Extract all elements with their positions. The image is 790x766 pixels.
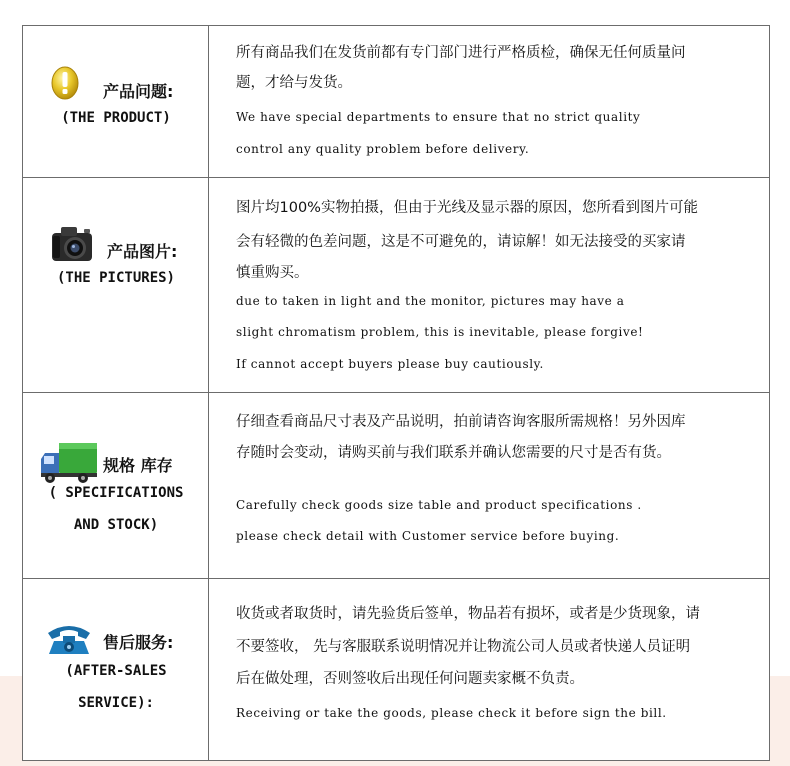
- description-en-line: If cannot accept buyers please buy cautiously.: [236, 357, 544, 371]
- description-cn-line: 后在做处理，否则签收后出现任何问题卖家概不负责。: [236, 671, 584, 687]
- description-cn-line: 图片均100%实物拍摄，但由于光线及显示器的原因，您所看到图片可能: [236, 200, 698, 216]
- row-description: [210, 579, 769, 760]
- row-title-en: ( SPECIFICATIONS: [48, 485, 184, 501]
- row-title-en: (AFTER-SALES: [65, 663, 167, 679]
- description-cn-line: 会有轻微的色差问题，这是不可避免的，请谅解！如无法接受的买家请: [236, 234, 686, 250]
- row-title-en: (THE PRODUCT): [61, 110, 171, 126]
- row-product: [23, 26, 769, 177]
- row-header: [23, 393, 209, 578]
- description-cn-line: 不要签收， 先与客服联系说明情况并让物流公司人员或者快递人员证明: [236, 639, 691, 655]
- description-en-line: slight chromatism problem, this is inevitable, please forgive!: [236, 325, 644, 339]
- row-title-cn: 产品问题:: [103, 82, 174, 101]
- row-pictures: [23, 177, 769, 392]
- description-cn-line: 所有商品我们在发货前都有专门部门进行严格质检，确保无任何质量问: [236, 45, 686, 61]
- row-title-cn: 产品图片:: [107, 242, 178, 261]
- row-title-en: SERVICE):: [78, 695, 154, 711]
- row-title-cn: 规格 库存: [103, 456, 173, 475]
- description-cn-line: 慎重购买。: [236, 265, 309, 281]
- policy-table: [22, 25, 770, 761]
- description-cn-line: 仔细查看商品尺寸表及产品说明，拍前请咨询客服所需规格！另外因库: [236, 414, 686, 430]
- camera-icon: [49, 224, 95, 264]
- description-cn-line: 存随时会变动，请购买前与我们联系并确认您需要的尺寸是否有货。: [236, 445, 671, 461]
- row-description: [210, 178, 769, 392]
- row-specifications: [23, 392, 769, 578]
- description-cn-line: 收货或者取货时，请先验货后签单，物品若有损坏，或者是少货现象，请: [236, 606, 700, 622]
- row-description: [210, 26, 769, 177]
- description-en-line: We have special departments to ensure that no strict quality: [236, 110, 641, 124]
- description-en-line: Carefully check goods size table and product specifications .: [236, 498, 642, 512]
- row-description: [210, 393, 769, 578]
- row-title-en: (THE PICTURES): [56, 270, 175, 286]
- row-header: [23, 26, 209, 177]
- row-header: [23, 178, 209, 392]
- description-cn-line: 题，才给与发货。: [236, 75, 352, 91]
- row-header: [23, 579, 209, 760]
- row-title-cn: 售后服务:: [103, 633, 174, 652]
- row-title-en: AND STOCK): [73, 517, 159, 533]
- description-en-line: due to taken in light and the monitor, pictures may have a: [236, 294, 625, 308]
- telephone-icon: [45, 621, 93, 657]
- delivery-truck-icon: [39, 441, 99, 485]
- exclamation-icon: [51, 66, 79, 100]
- description-en-line: please check detail with Customer service before buying.: [236, 529, 620, 543]
- description-en-line: Receiving or take the goods, please check it before sign the bill.: [236, 706, 667, 720]
- description-en-line: control any quality problem before delivery.: [236, 142, 530, 156]
- row-after-sales: [23, 578, 769, 760]
